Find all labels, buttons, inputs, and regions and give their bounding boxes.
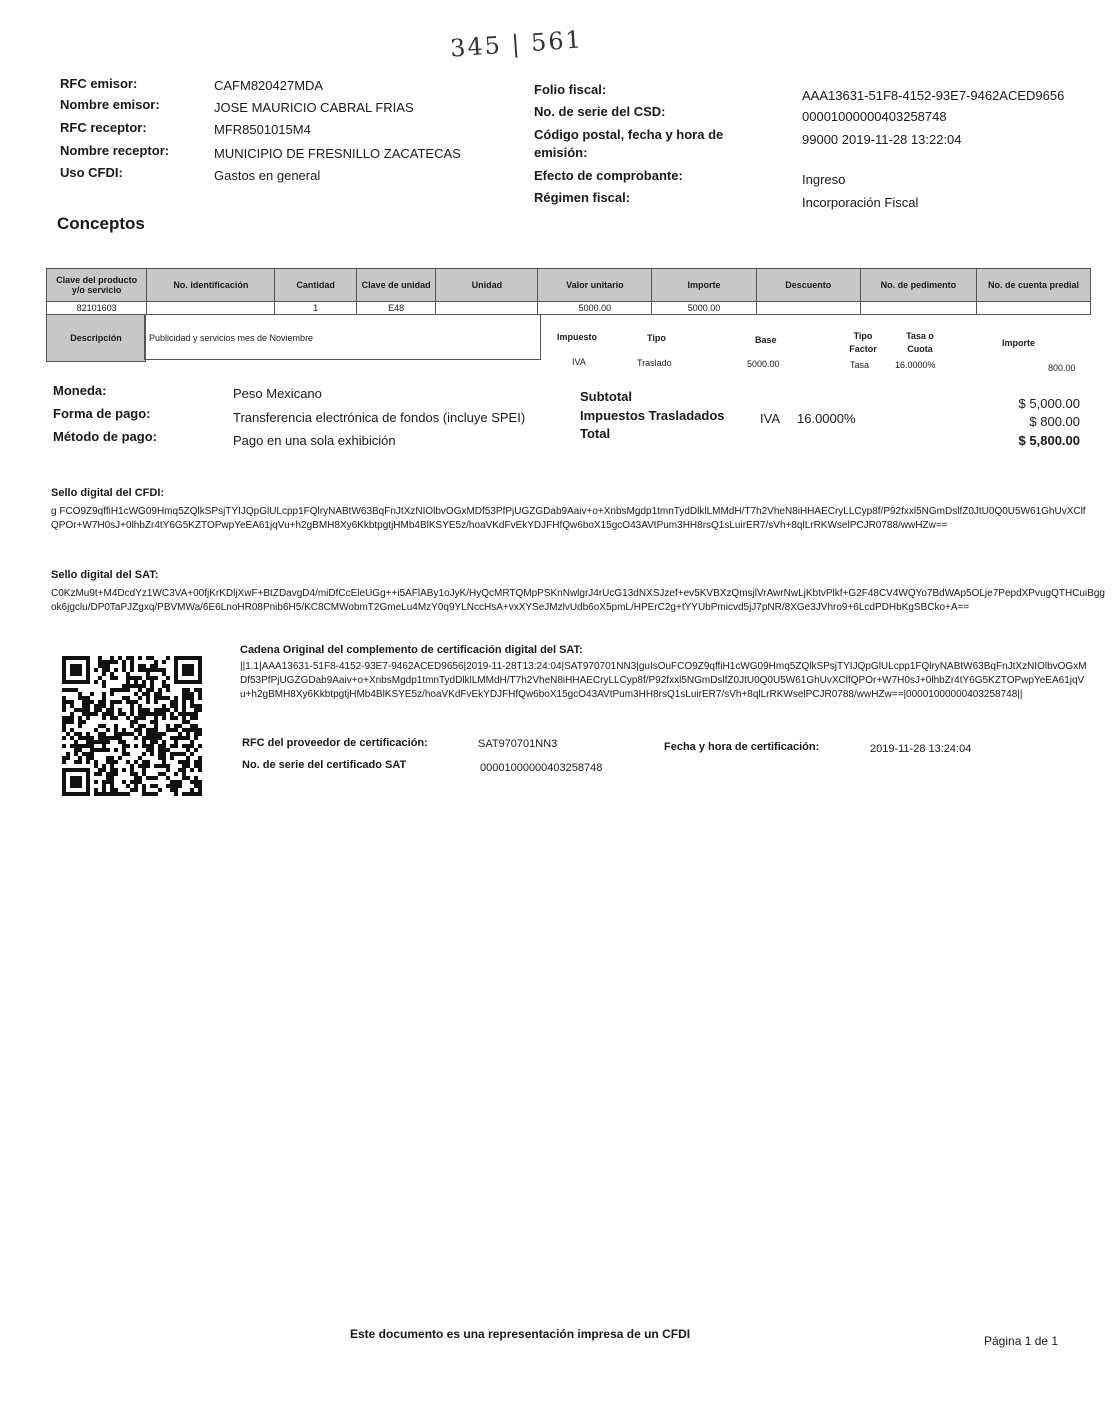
nombre-receptor-label: Nombre receptor:: [60, 143, 170, 158]
rfc-emisor-label: RFC emisor:: [60, 76, 138, 91]
serie-certificado-value: 00001000000403258748: [480, 762, 603, 774]
uso-cfdi-value: Gastos en general: [214, 168, 321, 183]
serie-csd-value: 00001000000403258748: [802, 109, 947, 124]
cell-cantidad: 1: [275, 302, 357, 315]
th-clave-producto: Clave del producto y/o servicio: [47, 269, 147, 302]
th-valor-unitario: Valor unitario: [538, 269, 652, 302]
tax-header-tipo: Tipo: [647, 333, 666, 343]
folio-fiscal-label: Folio fiscal:: [534, 82, 607, 97]
serie-csd-label: No. de serie del CSD:: [534, 104, 666, 119]
tax-cell-tasa-cuota: 16.0000%: [895, 360, 936, 370]
rfc-receptor-value: MFR8501015M4: [214, 122, 311, 137]
serie-certificado-label: No. de serie del certificado SAT: [242, 759, 407, 771]
folio-fiscal-value: AAA13631-51F8-4152-93E7-9462ACED9656: [802, 88, 1065, 103]
tax-cell-importe: 800.00: [1048, 363, 1076, 373]
nombre-receptor-value: MUNICIPIO DE FRESNILLO ZACATECAS: [214, 146, 461, 161]
cell-clave-producto: 82101603: [47, 302, 147, 315]
page-number: Página 1 de 1: [984, 1334, 1059, 1348]
moneda-value: Peso Mexicano: [233, 386, 322, 401]
cell-clave-unidad: E48: [356, 302, 435, 315]
regimen-value: Incorporación Fiscal: [802, 195, 919, 210]
footer-note: Este documento es una representación impresa de un CFDI: [350, 1327, 691, 1341]
table-row: [47, 302, 1091, 315]
cp-fecha-label: Código postal, fecha y hora de: [534, 127, 724, 142]
th-clave-unidad: Clave de unidad: [356, 269, 435, 302]
rfc-receptor-label: RFC receptor:: [60, 120, 147, 135]
qr-code: [62, 656, 202, 796]
metodo-pago-label: Método de pago:: [53, 429, 157, 444]
tax-header-impuesto: Impuesto: [557, 332, 598, 342]
rfc-proveedor-label: RFC del proveedor de certificación:: [242, 737, 428, 749]
iva-label: IVA: [760, 411, 780, 426]
cell-valor-unitario: 5000.00: [538, 302, 652, 315]
tax-cell-base: 5000.00: [747, 359, 780, 369]
sello-sat-label: Sello digital del SAT:: [51, 569, 159, 581]
cadena-original-label: Cadena Original del complemento de certificación digital del SAT:: [240, 644, 583, 656]
tax-cell-tipo-factor: Tasa: [850, 360, 870, 370]
th-unidad: Unidad: [436, 269, 538, 302]
th-importe: Importe: [652, 269, 756, 302]
fecha-certificacion-label: Fecha y hora de certificación:: [664, 741, 820, 753]
fecha-certificacion-value: 2019-11-28 13:24:04: [870, 743, 972, 755]
sello-cfdi-value: g FCO9Z9qffiH1cWG09Hmq5ZQlkSPsjTYIJQpGlULcpp1FQlryNABtW63BqFnJtXzNIOlbvOGxMDf53PfPjUGZGDab9Aaiv+o+XnbsMgdp1tmnTydDlklLMMdH/T7h2VheN8iHHAECryLLCyp8f/P92fxxl5NGmDslfZ0JtU0Q0U5W61GhUvXClfQPOr+W7H0sJ+0lhbZr4tY6G5KZTOPwpYeEA61jqVu+h2gBMH8Xy6KkbtpgtjHMb4BlKSYE5z/hoaVKdFvEkYDJFHfQw6boX15gcO43AVtPum3HH8rsQ1sLuirER7/sVh+8qlLrRKWselPCJR0788/wwHZw==: [51, 506, 1086, 531]
rfc-proveedor-value: SAT970701NN3: [478, 738, 558, 750]
subtotal-label: Subtotal: [580, 389, 632, 404]
th-no-cuenta-predial: No. de cuenta predial: [976, 269, 1090, 302]
conceptos-table: [46, 268, 1091, 315]
cell-unidad: [436, 302, 538, 315]
rfc-emisor-value: CAFM820427MDA: [214, 78, 324, 93]
iva-rate: 16.0000%: [797, 411, 856, 426]
total-label: Total: [580, 426, 611, 441]
handwritten-note: 345 | 561: [449, 25, 584, 63]
forma-pago-label: Forma de pago:: [53, 406, 151, 421]
efecto-value: Ingreso: [802, 172, 846, 187]
tax-header-tipo-factor: Tipo Factor: [849, 331, 877, 354]
uso-cfdi-label: Uso CFDI:: [60, 165, 123, 180]
th-cantidad: Cantidad: [275, 269, 357, 302]
subtotal-value: $ 5,000.00: [1018, 396, 1080, 411]
tax-cell-tipo: Traslado: [637, 358, 672, 368]
tax-header-tasa-cuota: Tasa o Cuota: [906, 331, 934, 354]
conceptos-title: Conceptos: [57, 214, 145, 233]
regimen-label: Régimen fiscal:: [534, 190, 631, 205]
nombre-emisor-value: JOSE MAURICIO CABRAL FRIAS: [214, 100, 414, 115]
tax-cell-impuesto: IVA: [572, 357, 586, 367]
th-no-identificacion: No. identificación: [147, 269, 275, 302]
cell-no-pedimento: [860, 302, 976, 315]
impuestos-value: $ 800.00: [1029, 414, 1080, 429]
cp-fecha-value: 99000 2019-11-28 13:22:04: [802, 132, 962, 147]
forma-pago-value: Transferencia electrónica de fondos (incluye SPEI): [233, 410, 526, 425]
efecto-label: Efecto de comprobante:: [534, 168, 683, 183]
nombre-emisor-label: Nombre emisor:: [60, 97, 160, 112]
impuestos-trasladados-label: Impuestos Trasladados: [580, 408, 725, 423]
table-header-row: [47, 269, 1091, 302]
tax-header-base: Base: [755, 335, 777, 345]
moneda-label: Moneda:: [53, 383, 107, 398]
cell-no-identificacion: [147, 302, 275, 315]
descripcion-value: Publicidad y servicios mes de Noviembre: [144, 314, 541, 360]
total-value: $ 5,800.00: [1018, 433, 1080, 448]
descripcion-label: Descripción: [46, 314, 146, 362]
metodo-pago-value: Pago en una sola exhibición: [233, 433, 396, 448]
cadena-original-value: ||1.1|AAA13631-51F8-4152-93E7-9462ACED9656|2019-11-28T13:24:04|SAT970701NN3|guIsOuFCO9Z9qffiH1cWG09Hmq5ZQlkSPsjTYIJQpGlULcpp1FQlryNABtW63BqFnJtXzNIOlbvOGxMDf53PfPjUGZGDab9Aaiv+o+XnbsMgdp1tmnTydDlklLMMdH/T7h2VheN8iHHAECryLLCyp8f/P92fxxl5NGmDslfZ0JtU0Q0U5W61GhUvXClfQPOr+W7H0sJ+0lhbZr4tY6G5KZTOPwpYeEA61jqVu+h2gBMH8Xy6KkbtpgtjHMb4BlKSYE5z/hoaVKdFvEkYDJFHfQw6boX15gcO43AVtPum3HH8rsQ1sLuirER7/sVh+8qlLrRKWselPCJR0788/wwHZw==|00001000000403258748||: [240, 661, 1087, 700]
sello-cfdi-label: Sello digital del CFDI:: [51, 487, 165, 499]
th-no-pedimento: No. de pedimento: [860, 269, 976, 302]
cell-descuento: [756, 302, 860, 315]
cp-fecha-label-2: emisión:: [534, 145, 588, 160]
tax-header-importe: Importe: [1002, 338, 1036, 348]
cell-no-cuenta-predial: [976, 302, 1090, 315]
th-descuento: Descuento: [756, 269, 860, 302]
cell-importe: 5000.00: [652, 302, 756, 315]
sello-sat-value: C0KzMu9t+M4DcdYz1WC3VA+00fjKrKDljXwF+BtZDavgD4/miDfCcEleUGg++i5AFlABy1oJyK/HyQcMRTQMpPSKnNwlgrJ4rUcG13dNXSJzef+ev5KVBXzQmsjlVrAwrNwLjKbtvPlkf+G2F48CV4WQYo7BdWAp5OLje7PepdXPvugQTHCuiBggok6jgclu/DP0TaPJZgxq/PBVMWa/6E6LnoHR08Pnib6H5/KC8CMWobmT2GmeLu4MzY0q9YLNccHsA+vxXYSeJMzlvUdb6oX5pmL/HPErC2g+tYYUbPmicvd5jJ7pNR/8XGe3JVhro9+6LcdPDHbKgSBCko+A==: [51, 588, 1105, 613]
